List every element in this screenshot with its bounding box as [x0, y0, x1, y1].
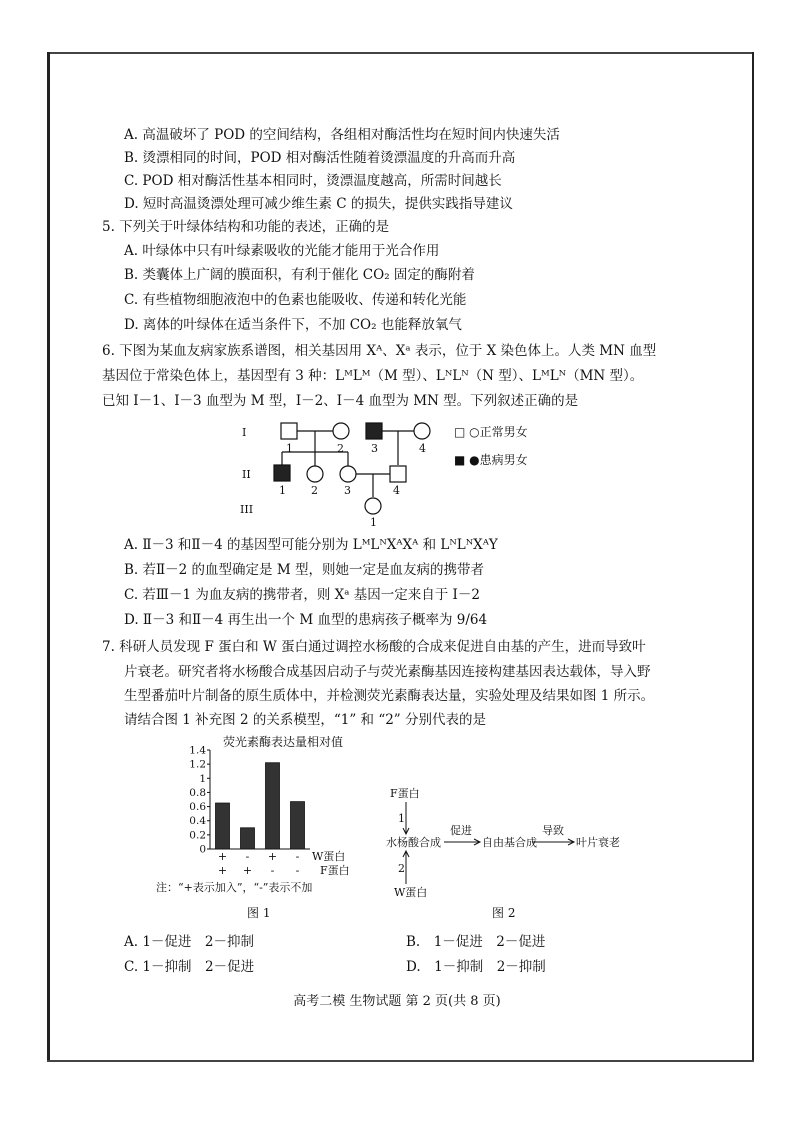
y-tick-label: 1.4	[189, 744, 206, 757]
row-f-label: F蛋白	[320, 864, 350, 877]
q7-stem-line-2: 片衰老。研究者将水杨酸合成基因启动子与荧光素酶基因连接构建基因表达载体，导入野	[124, 664, 651, 680]
page-frame-bottom	[47, 1060, 754, 1062]
row-w-sign: -	[245, 850, 250, 863]
q4-option-b[interactable]: B. 烫漂相同的时间，POD 相对酶活性随着烫漂温度的升高而升高	[124, 150, 516, 166]
gen3-num-1: 1	[370, 516, 377, 529]
q7-stem-line-3: 生型番茄叶片制备的原生质体中，并检测荧光素酶表达量，实验处理及结果如图 1 所示。	[124, 688, 655, 704]
bar-1	[216, 803, 230, 849]
q6-option-a[interactable]: A. Ⅱ－3 和Ⅱ－4 的基因型可能分别为 LᴹLᴺXᴬXᴬ 和 LᴺLᴺXᴬY	[124, 537, 498, 553]
q4-option-c[interactable]: C. POD 相对酶活性基本相同时，烫漂温度越高，所需时间越长	[124, 173, 502, 189]
page-frame-left	[47, 52, 50, 1062]
figure-1-bar-chart	[150, 730, 380, 930]
cause-label: 导致	[542, 824, 564, 837]
gen2-num-4: 4	[393, 484, 400, 497]
q6-stem-line-2: 基因位于常染色体上，基因型有 3 种：LᴹLᴹ（M 型）、LᴺLᴺ（N 型）、LᴹLᴺ（MN 型）。	[102, 368, 644, 384]
f-protein-label: F蛋白	[390, 787, 420, 800]
gen-label-2: II	[242, 468, 251, 481]
chart-title: 荧光素酶表达量相对值	[223, 735, 344, 749]
row-f-sign: +	[217, 864, 228, 877]
row-f-sign: -	[270, 864, 275, 877]
bar-3	[266, 763, 280, 849]
row-w-sign: -	[295, 850, 300, 863]
pedigree-diagram	[230, 412, 570, 530]
q6-option-b[interactable]: B. 若Ⅱ－2 的血型确定是 M 型，则她一定是血友病的携带者	[124, 562, 484, 578]
gen-label-1: I	[242, 426, 247, 439]
q5-stem: 5. 下列关于叶绿体结构和功能的表述，正确的是	[102, 219, 390, 235]
q7-option-c[interactable]: C. 1－抑制 2－促进	[124, 959, 255, 975]
row-w-label: W蛋白	[312, 850, 346, 863]
page-footer: 高考二模 生物试题 第 2 页(共 8 页)	[293, 994, 501, 1009]
y-tick-label: 1	[199, 772, 206, 785]
arrow-label-2: 2	[398, 862, 405, 875]
page-frame-top	[47, 52, 754, 54]
y-tick-label: 1.2	[189, 758, 206, 771]
fig1-caption: 图 1	[247, 906, 271, 920]
fig1-note: 注：“+表示加入”，“-”表示不加	[156, 881, 313, 894]
row-w-sign: +	[267, 850, 278, 863]
gen2-num-2: 2	[311, 484, 318, 497]
q7-stem-line-4: 请结合图 1 补充图 2 的关系模型，“1” 和 “2” 分别代表的是	[124, 712, 487, 728]
row-f-sign: -	[295, 864, 300, 877]
bar-2	[241, 828, 255, 849]
fig2-caption: 图 2	[492, 906, 516, 920]
y-tick-label: 0.8	[189, 786, 206, 799]
q6-option-d[interactable]: D. Ⅱ－3 和Ⅱ－4 再生出一个 M 血型的患病孩子概率为 9/64	[124, 612, 488, 628]
q4-option-a[interactable]: A. 高温破坏了 POD 的空间结构，各组相对酶活性均在短时间内快速失活	[124, 127, 560, 143]
gen1-num-3: 3	[371, 442, 378, 455]
q6-option-c[interactable]: C. 若Ⅲ－1 为血友病的携带者，则 Xᵃ 基因一定来自于 I－2	[124, 587, 480, 603]
legend-affected: ■ ●患病男女	[454, 453, 528, 467]
q7-option-b[interactable]: B. 1－促进 2－促进	[406, 934, 546, 950]
q5-option-d[interactable]: D. 离体的叶绿体在适当条件下，不加 CO₂ 也能释放氧气	[124, 317, 462, 333]
senescence-node: 叶片衰老	[576, 836, 620, 849]
gen1-num-1: 1	[286, 442, 293, 455]
figure-2-model	[382, 780, 642, 925]
q7-option-d[interactable]: D. 1－抑制 2－抑制	[406, 959, 546, 975]
q5-option-a[interactable]: A. 叶绿体中只有叶绿素吸收的光能才能用于光合作用	[124, 243, 440, 259]
y-tick-label: 0.4	[189, 815, 206, 828]
gen2-num-3: 3	[344, 484, 351, 497]
free-radical-node: 自由基合成	[482, 836, 537, 849]
gen1-num-2: 2	[337, 442, 344, 455]
q5-option-b[interactable]: B. 类囊体上广阔的膜面积，有利于催化 CO₂ 固定的酶附着	[124, 267, 475, 283]
legend-normal: □ ○正常男女	[454, 425, 528, 439]
q5-option-c[interactable]: C. 有些植物细胞液泡中的色素也能吸收、传递和转化光能	[124, 292, 467, 308]
gen1-num-4: 4	[419, 442, 426, 455]
row-f-sign: +	[242, 864, 253, 877]
arrow-label-1: 1	[398, 812, 405, 825]
y-tick-label: 0.2	[189, 829, 206, 842]
bar-4	[291, 802, 305, 849]
salicylic-node: 水杨酸合成	[386, 836, 441, 849]
w-protein-label: W蛋白	[394, 886, 428, 899]
q6-stem-line-1: 6. 下图为某血友病家族系谱图，相关基因用 Xᴬ、Xᵃ 表示，位于 X 染色体上。人类 MN 血型	[102, 343, 657, 359]
y-tick-label: 0	[199, 843, 206, 856]
gen2-num-1: 1	[279, 484, 286, 497]
gen-label-3: III	[240, 503, 254, 516]
page-frame-right	[752, 52, 754, 1062]
promote-label: 促进	[450, 824, 472, 837]
row-w-sign: +	[217, 850, 228, 863]
q7-stem-line-1: 7. 科研人员发现 F 蛋白和 W 蛋白通过调控水杨酸的合成来促进自由基的产生，进而导致叶	[102, 639, 646, 655]
q7-option-a[interactable]: A. 1－促进 2－抑制	[124, 934, 255, 950]
y-tick-label: 0.6	[189, 801, 206, 814]
q4-option-d[interactable]: D. 短时高温烫漂处理可减少维生素 C 的损失，提供实践指导建议	[124, 196, 513, 212]
q6-stem-line-3: 已知 I－1、I－3 血型为 M 型，I－2、I－4 血型为 MN 型。下列叙述正确的是	[102, 393, 579, 409]
